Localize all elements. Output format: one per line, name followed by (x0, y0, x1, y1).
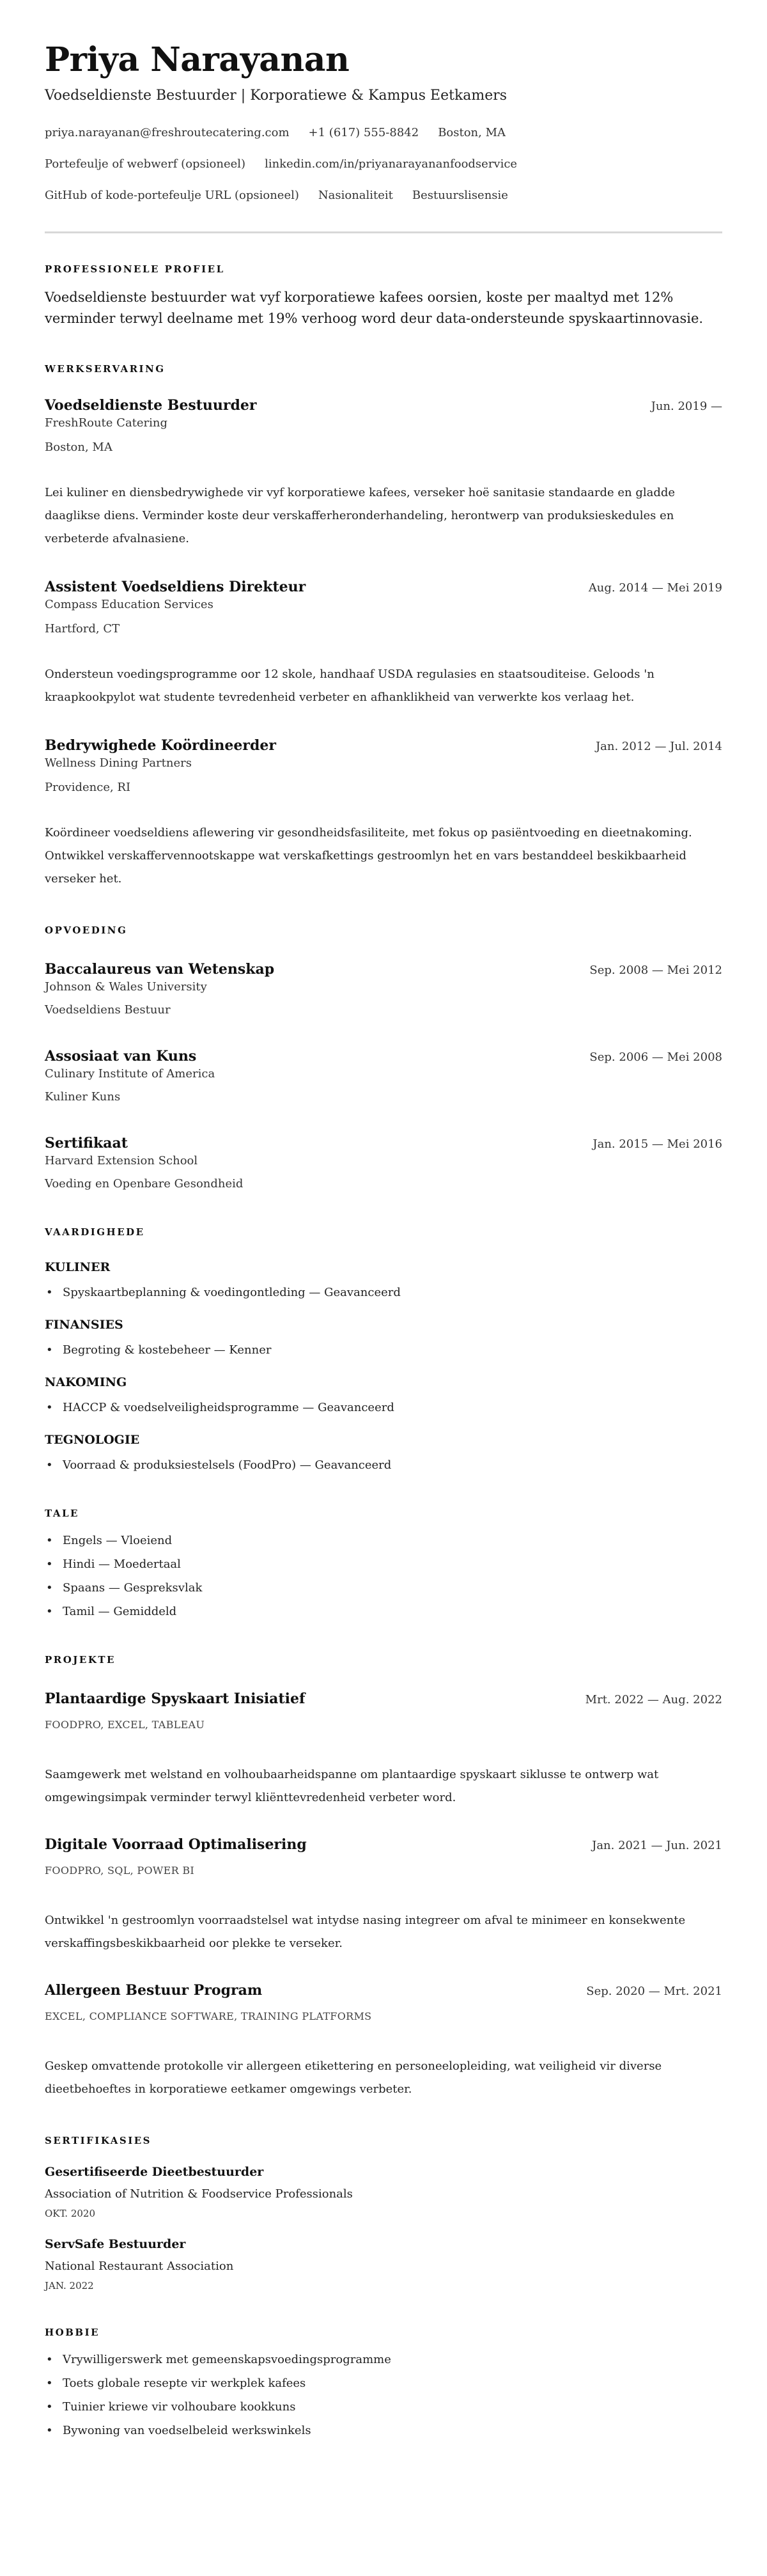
languages-section (45, 1507, 722, 1620)
contact-github[interactable]: GitHub of kode-portefeulje URL (opsioneel) (45, 189, 299, 202)
skill-item: • Begroting & kostebeheer — Kenner (45, 1342, 722, 1359)
project-entry (45, 1981, 722, 2101)
project-title: Digitale Voorraad Optimalisering (45, 1836, 307, 1853)
project-title: Allergeen Bestuur Program (45, 1982, 263, 1999)
candidate-headline: Voedseldienste Bestuurder | Korporatiewe & Kampus Eetkamers (45, 88, 507, 104)
contact-phone[interactable]: +1 (617) 555-8842 (308, 126, 419, 139)
certification-date: JAN. 2022 (45, 2280, 94, 2291)
field-of-study: Voeding en Openbare Gesondheid (45, 1177, 244, 1190)
job-title: Voedseldienste Bestuurder (45, 397, 257, 414)
section-heading-experience: WERKSERVARING (45, 363, 166, 375)
project-list (45, 1689, 722, 2101)
certification-list (45, 2164, 722, 2293)
skill-item: • Voorraad & produksiestelsels (FoodPro) — Geavanceerd (45, 1457, 722, 1474)
education-section (45, 924, 722, 1192)
school-name: Culinary Institute of America (45, 1067, 215, 1081)
contact-email[interactable]: priya.narayanan@freshroutecatering.com (45, 126, 290, 139)
skill-category: TEGNOLOGIE (45, 1433, 140, 1447)
language-item: • Hindi — Moedertaal (45, 1556, 722, 1573)
project-description: Saamgewerk met welstand en volhoubaarheidspanne om plantaardige spyskaart siklusse te ontwerp wat omgewingsimpak verminder terwyl kliënttevredenheid verbeter word. (45, 1768, 659, 1804)
skill-category: KULINER (45, 1260, 111, 1274)
language-item: • Engels — Vloeiend (45, 1533, 722, 1549)
contact-nationality: Nasionaliteit (318, 189, 393, 202)
education-entry (45, 960, 722, 1019)
section-heading-hobbies: HOBBIE (45, 2327, 100, 2338)
education-dates: Sep. 2006 — Mei 2008 (589, 1050, 722, 1064)
job-entry (45, 577, 722, 709)
job-title: Bedrywighede Koördineerder (45, 737, 276, 754)
hobby-item: • Vrywilligerswerk met gemeenskapsvoedingsprogramme (45, 2352, 722, 2368)
hobby-list (45, 2352, 722, 2439)
project-dates: Jan. 2021 — Jun. 2021 (592, 1839, 722, 1852)
contact-linkedin[interactable]: linkedin.com/in/priyanarayananfoodservice (265, 157, 518, 171)
project-description: Ontwikkel 'n gestroomlyn voorraadstelsel wat intydse nasing integreer om afval te minimeer en konsekwente verskaffingsbeskikbaarheid oor plekke te verseker. (45, 1914, 686, 1950)
degree-title: Baccalaureus van Wetenskap (45, 961, 275, 978)
skill-group (45, 1374, 722, 1416)
contact-row-1 (45, 125, 722, 141)
school-name: Harvard Extension School (45, 1154, 198, 1167)
section-heading-education: OPVOEDING (45, 925, 128, 936)
section-heading-skills: VAARDIGHEDE (45, 1226, 145, 1238)
project-entry (45, 1835, 722, 1955)
job-location: Hartford, CT (45, 622, 120, 636)
job-company: FreshRoute Catering (45, 416, 168, 430)
header-divider (45, 231, 722, 233)
section-heading-projects: PROJEKTE (45, 1654, 116, 1666)
language-item: • Spaans — Gespreksvlak (45, 1580, 722, 1596)
hobby-item: • Bywoning van voedselbeleid werkswinkels (45, 2423, 722, 2439)
job-dates: Jan. 2012 — Jul. 2014 (595, 740, 722, 753)
candidate-name: Priya Narayanan (45, 40, 350, 79)
degree-title: Assosiaat van Kuns (45, 1048, 197, 1065)
skill-group (45, 1259, 722, 1301)
job-entry (45, 736, 722, 891)
resume-header (45, 37, 722, 203)
experience-section (45, 363, 722, 891)
certification-date: OKT. 2020 (45, 2208, 96, 2219)
job-list (45, 396, 722, 891)
project-tech-stack: EXCEL, COMPLIANCE SOFTWARE, TRAINING PLATFORMS (45, 2010, 372, 2022)
contact-location: Boston, MA (438, 126, 506, 139)
field-of-study: Kuliner Kuns (45, 1090, 121, 1104)
project-description: Geskep omvattende protokolle vir allergeen etikettering en personeelopleiding, wat veiligheid vir diverse dieetbehoeftes in korporatiewe eetkamer omgewings verbeter. (45, 2059, 662, 2096)
skill-groups (45, 1259, 722, 1474)
contact-portfolio[interactable]: Portefeulje of webwerf (opsioneel) (45, 157, 246, 171)
project-tech-stack: FOODPRO, EXCEL, TABLEAU (45, 1719, 205, 1731)
section-heading-certifications: SERTIFIKASIES (45, 2135, 151, 2146)
job-company: Compass Education Services (45, 598, 213, 611)
job-description: Lei kuliner en diensbedrywighede vir vyf korporatiewe kafees, verseker hoë sanitasie standaarde en gladde daaglikse diens. Verminder koste deur verskafferheronderhandeling, herontwerp van produksieskedules en verbeterde afvalnasiene. (45, 486, 676, 545)
contact-drivers-license: Bestuurslisensie (412, 189, 508, 202)
certification-issuer: National Restaurant Association (45, 2260, 234, 2273)
project-title: Plantaardige Spyskaart Inisiatief (45, 1690, 306, 1707)
hobbies-section (45, 2326, 722, 2439)
education-dates: Sep. 2008 — Mei 2012 (589, 964, 722, 977)
skill-item: • HACCP & voedselveiligheidsprogramme — Geavanceerd (45, 1400, 722, 1416)
project-entry (45, 1689, 722, 1809)
education-dates: Jan. 2015 — Mei 2016 (593, 1137, 722, 1151)
job-location: Boston, MA (45, 441, 112, 454)
skill-group (45, 1432, 722, 1474)
degree-title: Sertifikaat (45, 1135, 128, 1151)
contact-row-3 (45, 188, 722, 203)
certifications-section (45, 2134, 722, 2293)
job-dates: Jun. 2019 — (651, 400, 722, 413)
skills-section (45, 1226, 722, 1474)
language-list (45, 1533, 722, 1620)
job-title: Assistent Voedseldiens Direkteur (45, 579, 306, 595)
skill-category: FINANSIES (45, 1318, 123, 1332)
project-tech-stack: FOODPRO, SQL, POWER BI (45, 1864, 195, 1877)
hobby-item: • Toets globale resepte vir werkplek kafees (45, 2375, 722, 2392)
project-dates: Sep. 2020 — Mrt. 2021 (586, 1985, 722, 1998)
job-description: Koördineer voedseldiens aflewering vir gesondheidsfasiliteite, met fokus op pasiëntvoeding en dieetnakoming. Ontwikkel verskaffervennootskappe wat verskafkettings gestroomlyn het en vars bestanddeel beskikbaarheid verseker het. (45, 826, 692, 886)
job-location: Providence, RI (45, 781, 131, 794)
education-entry (45, 1047, 722, 1105)
section-heading-profile: PROFESSIONELE PROFIEL (45, 263, 225, 275)
language-item: • Tamil — Gemiddeld (45, 1604, 722, 1620)
hobby-item: • Tuinier kriewe vir volhoubare kookkuns (45, 2399, 722, 2416)
skill-category: NAKOMING (45, 1375, 127, 1389)
skill-group (45, 1316, 722, 1359)
job-dates: Aug. 2014 — Mei 2019 (588, 581, 722, 595)
projects-section (45, 1653, 722, 2101)
certification-entry (45, 2236, 722, 2293)
field-of-study: Voedseldiens Bestuur (45, 1003, 171, 1017)
certification-title: Gesertifiseerde Dieetbestuurder (45, 2165, 264, 2179)
certification-entry (45, 2164, 722, 2221)
school-name: Johnson & Wales University (45, 980, 207, 994)
job-description: Ondersteun voedingsprogramme oor 12 skole, handhaaf USDA regulasies en staatsouditeise. Geloods 'n kraapkookpylot wat studente tevredenheid verbeter en afhanklikheid van verwerkte kos verlaag het. (45, 667, 655, 704)
project-dates: Mrt. 2022 — Aug. 2022 (585, 1693, 722, 1706)
profile-section (45, 263, 722, 329)
skill-item: • Spyskaartbeplanning & voedingontleding — Geavanceerd (45, 1284, 722, 1301)
certification-title: ServSafe Bestuurder (45, 2237, 186, 2251)
education-list (45, 960, 722, 1192)
contact-row-2 (45, 157, 722, 172)
job-company: Wellness Dining Partners (45, 756, 192, 770)
education-entry (45, 1134, 722, 1192)
job-entry (45, 396, 722, 550)
profile-summary: Voedseldienste bestuurder wat vyf korporatiewe kafees oorsien, koste per maaltyd met 12% verminder terwyl deelname met 19% verhoog word deur data-ondersteunde spyskaartinnovasie. (45, 290, 704, 326)
certification-issuer: Association of Nutrition & Foodservice Professionals (45, 2187, 353, 2201)
section-heading-languages: TALE (45, 1508, 79, 1519)
